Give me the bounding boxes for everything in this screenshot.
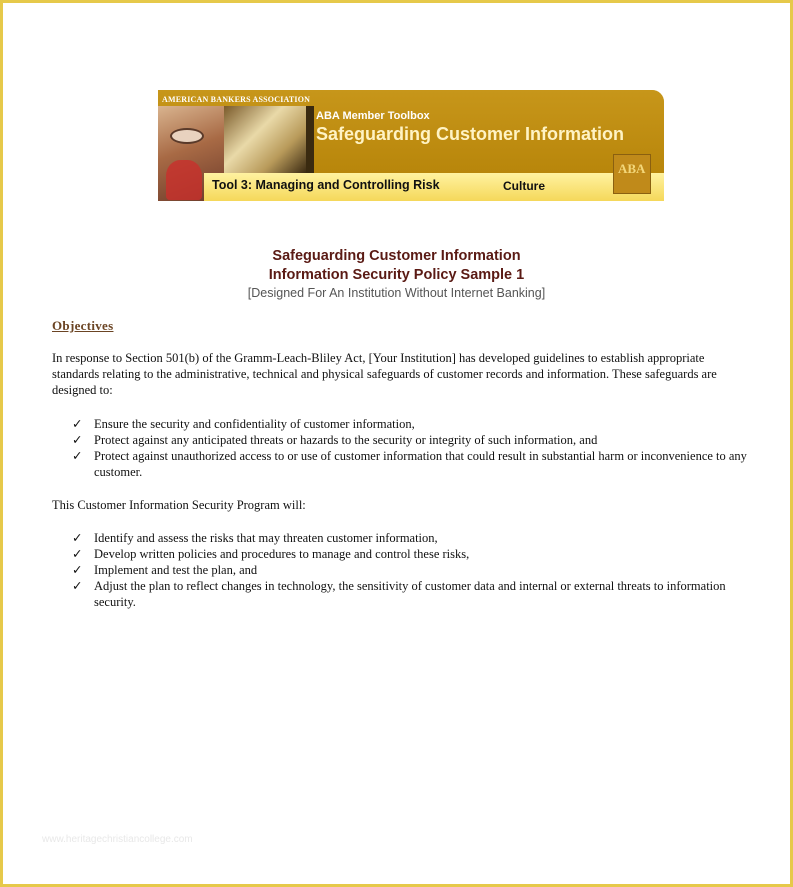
document-subtitle: [Designed For An Institution Without Internet Banking] (247, 286, 546, 300)
checkmark-icon: ✓ (72, 579, 83, 593)
list-item-text: Identify and assess the risks that may threaten customer information, (94, 531, 438, 545)
aba-banner (158, 90, 664, 201)
list-item-text: Develop written policies and procedures to manage and control these risks, (94, 547, 470, 561)
association-name: AMERICAN BANKERS ASSOCIATION (162, 95, 311, 104)
checkmark-icon: ✓ (72, 417, 83, 431)
safeguards-list (72, 416, 752, 480)
list-item-text: Implement and test the plan, and (94, 563, 258, 577)
toolbox-label: ABA Member Toolbox (316, 110, 430, 122)
banner-title: Safeguarding Customer Information (316, 124, 625, 144)
document-title: Safeguarding Customer Information (272, 248, 521, 264)
list-item (72, 432, 752, 448)
culture-label: Culture (503, 179, 545, 193)
tool-label: Tool 3: Managing and Controlling Risk (212, 178, 440, 192)
list-item-text: Ensure the security and confidentiality of customer information, (94, 417, 415, 431)
list-item (72, 578, 752, 610)
list-item (72, 530, 752, 546)
watermark: www.heritagechristiancollege.com (42, 834, 193, 845)
list-item-text: Adjust the plan to reflect changes in technology, the sensitivity of customer data and internal or external threats to information security. (94, 579, 726, 609)
aba-logo-text: ABA (618, 161, 646, 176)
eye-graphic (170, 128, 204, 144)
intro-paragraph: In response to Section 501(b) of the Gramm-Leach-Bliley Act, [Your Institution] has developed guidelines to establish appropriate standards relating to the administrative, technical and physical safeguards of customer records and information. These safeguards are designed to: (52, 351, 717, 397)
list-item-text: Protect against any anticipated threats or hazards to the security or integrity of such information, and (94, 433, 598, 447)
hand-graphic (166, 160, 202, 200)
list-item (72, 416, 752, 432)
list-item (72, 562, 752, 578)
checkmark-icon: ✓ (72, 531, 83, 545)
program-intro: This Customer Information Security Program will: (52, 498, 306, 512)
checkmark-icon: ✓ (72, 563, 83, 577)
document-title-line2: Information Security Policy Sample 1 (268, 267, 525, 283)
objectives-heading: Objectives (52, 318, 114, 333)
list-item-text: Protect against unauthorized access to or use of customer information that could result in substantial harm or inconvenience to any customer. (94, 449, 747, 479)
aba-logo-icon (613, 154, 651, 194)
program-list (72, 530, 752, 610)
list-item (72, 546, 752, 562)
checkmark-icon: ✓ (72, 547, 83, 561)
checkmark-icon: ✓ (72, 449, 83, 463)
list-item (72, 448, 752, 480)
banner-photo-folder (224, 106, 306, 173)
checkmark-icon: ✓ (72, 433, 83, 447)
banner-divider (306, 106, 314, 173)
